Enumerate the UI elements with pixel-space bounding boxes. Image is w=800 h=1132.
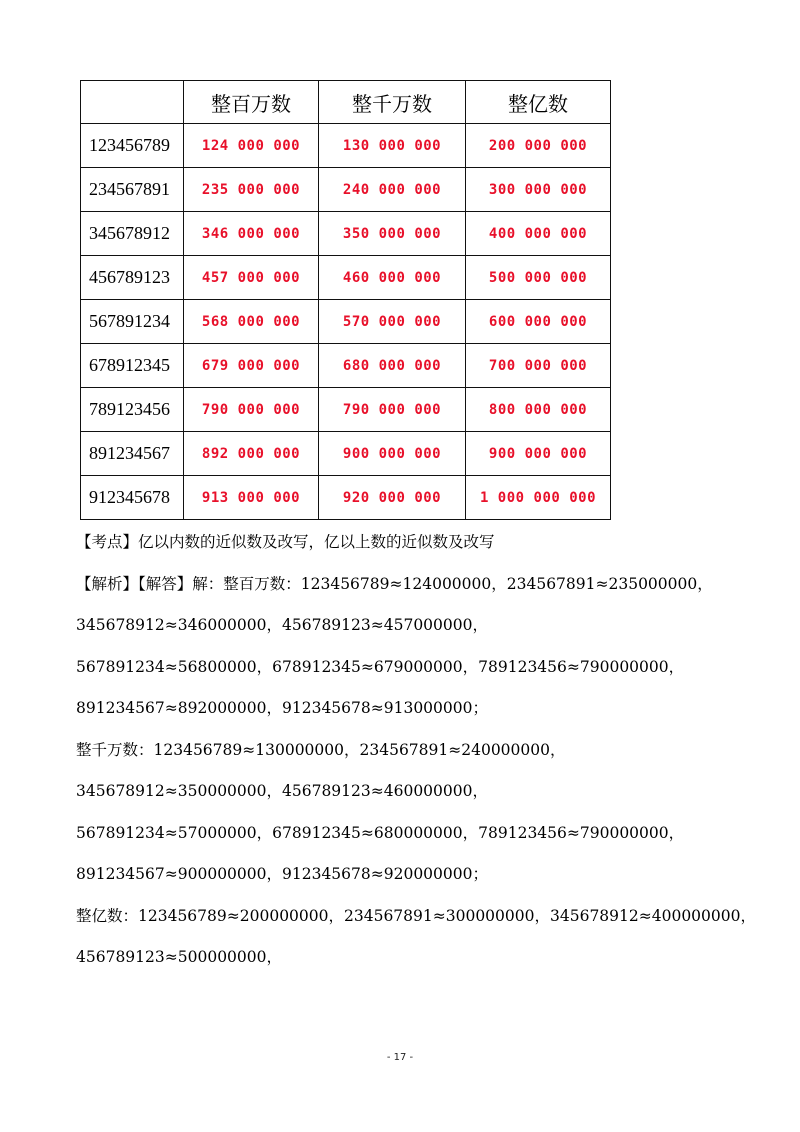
ten-million-value: 460 000 000	[319, 256, 466, 300]
row-number: 912345678	[81, 476, 184, 520]
table-row	[81, 124, 611, 168]
header-whole-million: 整百万数	[184, 81, 319, 124]
table-row	[81, 476, 611, 520]
page-number: - 17 -	[386, 1052, 414, 1063]
ten-million-value: 900 000 000	[319, 432, 466, 476]
explanation-text	[76, 522, 756, 979]
row-number: 234567891	[81, 168, 184, 212]
million-value: 790 000 000	[184, 388, 319, 432]
hundred-million-value: 600 000 000	[466, 300, 611, 344]
hundred-million-value: 400 000 000	[466, 212, 611, 256]
hundred-million-value: 800 000 000	[466, 388, 611, 432]
row-number: 456789123	[81, 256, 184, 300]
jiexi-line: 891234567≈900000000，912345678≈920000000；	[76, 865, 488, 883]
table-row	[81, 212, 611, 256]
million-value: 892 000 000	[184, 432, 319, 476]
header-whole-hundred-million: 整亿数	[466, 81, 611, 124]
table-row	[81, 300, 611, 344]
hundred-million-value: 300 000 000	[466, 168, 611, 212]
header-whole-ten-million: 整千万数	[319, 81, 466, 124]
ten-million-value: 240 000 000	[319, 168, 466, 212]
million-value: 124 000 000	[184, 124, 319, 168]
jiexi-line: 891234567≈892000000，912345678≈913000000；	[76, 699, 488, 717]
hundred-million-value: 700 000 000	[466, 344, 611, 388]
million-value: 457 000 000	[184, 256, 319, 300]
hundred-million-value: 900 000 000	[466, 432, 611, 476]
hundred-million-value: 1 000 000 000	[466, 476, 611, 520]
jiexi-line: 【解析】【解答】解：整百万数：123456789≈124000000，234567891≈235000000，	[76, 574, 713, 593]
million-value: 679 000 000	[184, 344, 319, 388]
jiexi-line: 567891234≈56800000，678912345≈679000000，789123456≈790000000，	[76, 657, 685, 676]
jiexi-line: 整亿数：123456789≈200000000，234567891≈300000000，345678912≈400000000，	[76, 906, 756, 925]
jiexi-line: 345678912≈346000000，456789123≈457000000，	[76, 616, 488, 634]
approximation-table-container	[80, 80, 610, 520]
table-row	[81, 432, 611, 476]
row-number: 123456789	[81, 124, 184, 168]
table-row	[81, 256, 611, 300]
hundred-million-value: 200 000 000	[466, 124, 611, 168]
jiexi-line: 567891234≈57000000，678912345≈680000000，789123456≈790000000，	[76, 823, 685, 842]
table-row	[81, 344, 611, 388]
million-value: 568 000 000	[184, 300, 319, 344]
row-number: 891234567	[81, 432, 184, 476]
jiexi-line: 整千万数：123456789≈130000000，234567891≈240000000，	[76, 740, 566, 759]
table-header-row	[81, 81, 611, 124]
jiexi-line: 345678912≈350000000，456789123≈460000000，	[76, 782, 488, 800]
hundred-million-value: 500 000 000	[466, 256, 611, 300]
approximation-table	[80, 80, 611, 520]
header-blank	[81, 81, 184, 124]
ten-million-value: 680 000 000	[319, 344, 466, 388]
ten-million-value: 570 000 000	[319, 300, 466, 344]
row-number: 345678912	[81, 212, 184, 256]
million-value: 913 000 000	[184, 476, 319, 520]
table-row	[81, 388, 611, 432]
ten-million-value: 920 000 000	[319, 476, 466, 520]
row-number: 789123456	[81, 388, 184, 432]
ten-million-value: 130 000 000	[319, 124, 466, 168]
table-row	[81, 168, 611, 212]
million-value: 346 000 000	[184, 212, 319, 256]
row-number: 678912345	[81, 344, 184, 388]
ten-million-value: 350 000 000	[319, 212, 466, 256]
row-number: 567891234	[81, 300, 184, 344]
jiexi-line: 456789123≈500000000，	[76, 948, 282, 966]
ten-million-value: 790 000 000	[319, 388, 466, 432]
kaodian-line: 【考点】亿以内数的近似数及改写，亿以上数的近似数及改写	[76, 533, 495, 551]
million-value: 235 000 000	[184, 168, 319, 212]
